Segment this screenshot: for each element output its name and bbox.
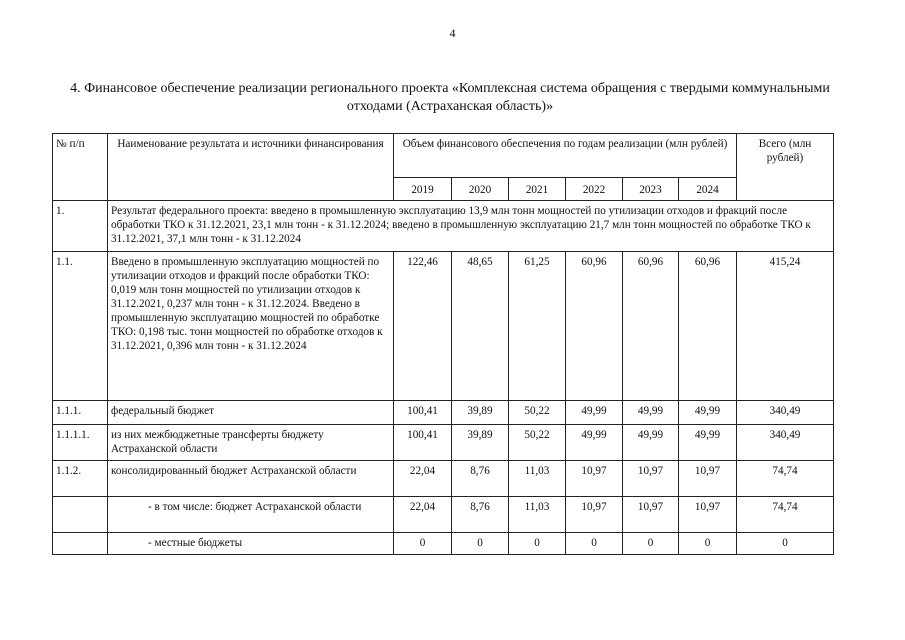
row-num [53, 497, 108, 533]
year-header: 2023 [623, 178, 679, 201]
value-cell: 0 [679, 533, 737, 555]
row-num: 1.1. [53, 252, 108, 401]
value-cell: 49,99 [623, 425, 679, 461]
value-cell: 8,76 [452, 497, 509, 533]
total-cell: 340,49 [737, 425, 834, 461]
value-cell: 48,65 [452, 252, 509, 401]
value-cell: 39,89 [452, 425, 509, 461]
row-name: - местные бюджеты [108, 533, 394, 555]
row-num: 1.1.2. [53, 461, 108, 497]
row-name: федеральный бюджет [108, 401, 394, 425]
value-cell: 0 [509, 533, 566, 555]
table-row [53, 201, 834, 252]
header-volume: Объем финансового обеспечения по годам реализации (млн рублей) [394, 134, 737, 178]
row-num: 1. [53, 201, 108, 252]
value-cell: 10,97 [566, 461, 623, 497]
value-cell: 10,97 [679, 497, 737, 533]
value-cell: 0 [394, 533, 452, 555]
value-cell: 8,76 [452, 461, 509, 497]
total-cell: 415,24 [737, 252, 834, 401]
total-cell: 0 [737, 533, 834, 555]
value-cell: 49,99 [679, 401, 737, 425]
financing-table [52, 133, 834, 555]
table-row [53, 497, 834, 533]
value-cell: 39,89 [452, 401, 509, 425]
value-cell: 10,97 [679, 461, 737, 497]
year-header: 2022 [566, 178, 623, 201]
row-num [53, 533, 108, 555]
value-cell: 122,46 [394, 252, 452, 401]
value-cell: 10,97 [623, 461, 679, 497]
value-cell: 50,22 [509, 401, 566, 425]
value-cell: 49,99 [566, 425, 623, 461]
header-num: № п/п [53, 134, 108, 201]
value-cell: 49,99 [566, 401, 623, 425]
table-row [53, 425, 834, 461]
row-num: 1.1.1. [53, 401, 108, 425]
value-cell: 10,97 [623, 497, 679, 533]
value-cell: 11,03 [509, 461, 566, 497]
value-cell: 100,41 [394, 425, 452, 461]
row-name: из них межбюджетные трансферты бюджету Астраханской области [108, 425, 394, 461]
table-row [53, 461, 834, 497]
value-cell: 22,04 [394, 461, 452, 497]
section-heading: 4. Финансовое обеспечение реализации регионального проекта «Комплексная система обращения с твердыми коммунальными отходами (Астраханская область)» [70, 81, 830, 114]
row-name: Введено в промышленную эксплуатацию мощностей по утилизации отходов и фракций после обработки ТКО: 0,019 млн тонн мощностей по утилизации отходов к 31.12.2021, 0,237 млн тонн - к 31.12.2024. Введено в промышленную эксплуатацию мощностей по обработке ТКО: 0,198 тыс. тонн мощностей по обработке отходов к 31.12.2021, 0,396 млн тонн - к 31.12.2024 [108, 252, 394, 401]
page-number: 4 [449, 26, 456, 40]
total-cell: 340,49 [737, 401, 834, 425]
value-cell: 22,04 [394, 497, 452, 533]
row-name: - в том числе: бюджет Астраханской области [108, 497, 394, 533]
value-cell: 49,99 [623, 401, 679, 425]
table-row [53, 533, 834, 555]
year-header: 2021 [509, 178, 566, 201]
year-header: 2020 [452, 178, 509, 201]
table-row [53, 252, 834, 401]
row-num: 1.1.1.1. [53, 425, 108, 461]
header-total: Всего (млн рублей) [737, 134, 834, 201]
year-header: 2024 [679, 178, 737, 201]
table-row [53, 401, 834, 425]
row-name: консолидированный бюджет Астраханской области [108, 461, 394, 497]
year-header: 2019 [394, 178, 452, 201]
value-cell: 60,96 [679, 252, 737, 401]
value-cell: 10,97 [566, 497, 623, 533]
value-cell: 60,96 [566, 252, 623, 401]
header-row [53, 134, 834, 178]
value-cell: 50,22 [509, 425, 566, 461]
total-cell: 74,74 [737, 461, 834, 497]
value-cell: 49,99 [679, 425, 737, 461]
value-cell: 100,41 [394, 401, 452, 425]
value-cell: 60,96 [623, 252, 679, 401]
value-cell: 0 [452, 533, 509, 555]
total-cell: 74,74 [737, 497, 834, 533]
value-cell: 0 [566, 533, 623, 555]
value-cell: 61,25 [509, 252, 566, 401]
row-name: Результат федерального проекта: введено в промышленную эксплуатацию 13,9 млн тонн мощностей по утилизации отходов и фракций после обработки ТКО к 31.12.2021, 23,1 млн тонн - к 31.12.2024; введено в промышленную эксплуатацию 21,7 млн тонн мощностей по обработке ТКО к 31.12.2021, 37,1 млн тонн - к 31.12.2024 [108, 201, 834, 252]
value-cell: 11,03 [509, 497, 566, 533]
value-cell: 0 [623, 533, 679, 555]
header-name: Наименование результата и источники финансирования [108, 134, 394, 201]
